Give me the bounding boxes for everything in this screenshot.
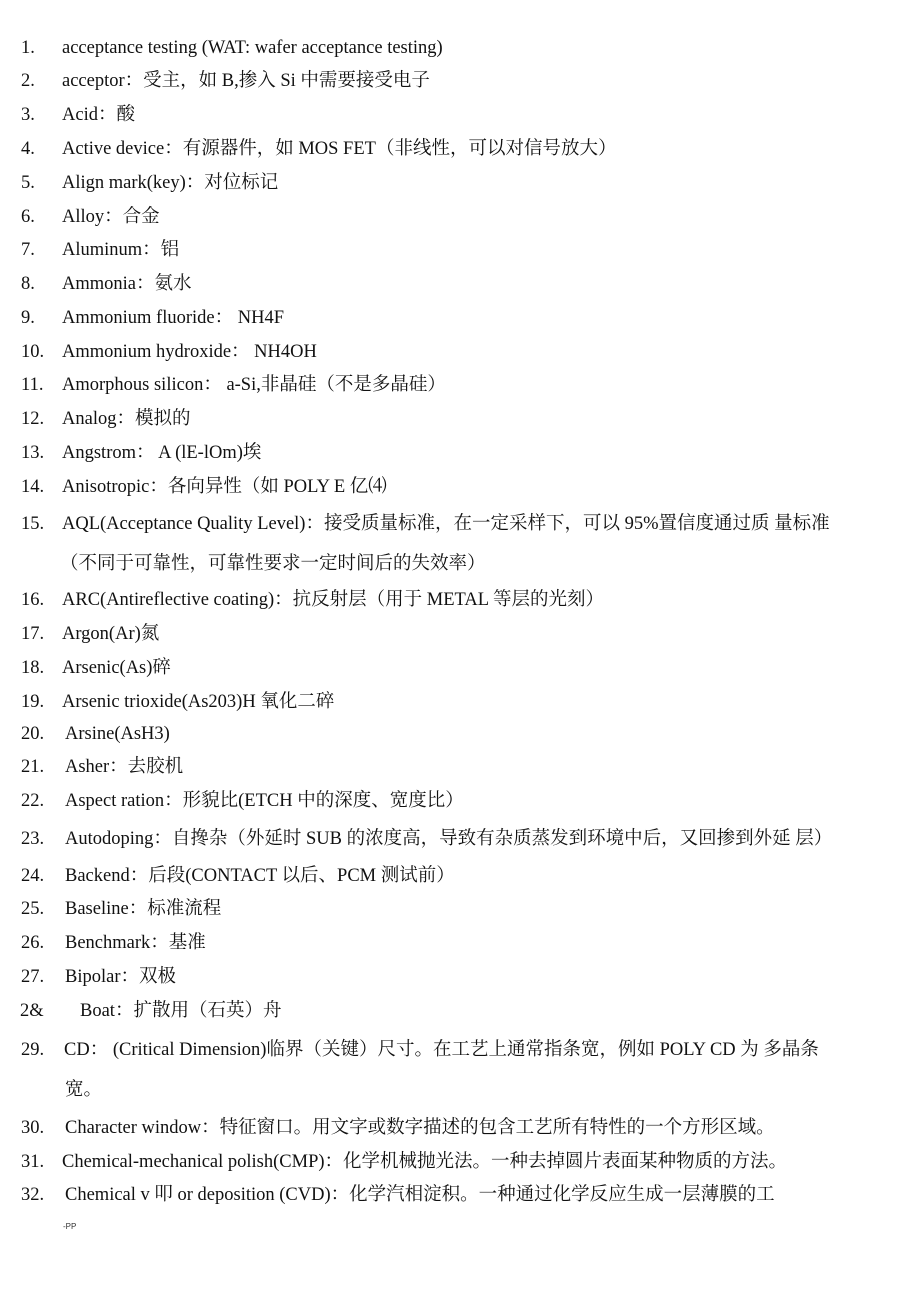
glossary-entry — [0, 306, 915, 330]
entry-text: acceptance testing (WAT: wafer acceptance testing) — [62, 38, 443, 58]
entry-number: 16. — [21, 590, 45, 610]
glossary-entry — [0, 1150, 915, 1174]
entry-text: Aluminum：铝 — [62, 240, 180, 260]
glossary-entry — [0, 897, 915, 921]
entry-number: 11. — [21, 375, 44, 395]
entry-text: Arsine(AsH3) — [65, 724, 170, 744]
entry-number: 2& — [20, 1001, 44, 1021]
entry-text: Acid：酸 — [62, 105, 135, 125]
entry-text: Argon(Ar)氮 — [62, 624, 160, 644]
glossary-entry — [0, 69, 915, 93]
entry-text: Aspect ration：形貌比(ETCH 中的深度、宽度比） — [65, 791, 464, 811]
glossary-entry — [0, 441, 915, 465]
entry-text: Angstrom： A (lE-lOm)埃 — [62, 443, 262, 463]
entry-number: 32. — [21, 1185, 45, 1205]
entry-text: Ammonium hydroxide： NH4OH — [62, 342, 317, 362]
entry-number: 14. — [21, 477, 45, 497]
entry-number: 9. — [21, 308, 35, 328]
glossary-entry — [0, 789, 915, 813]
entry-number: 22. — [21, 791, 45, 811]
entry-number: 21. — [21, 757, 45, 777]
glossary-entry — [0, 1183, 915, 1207]
glossary-entry — [0, 755, 915, 779]
glossary-entry — [0, 36, 915, 60]
glossary-entry — [0, 171, 915, 195]
glossary-entry — [0, 238, 915, 262]
entry-text: Character window：特征窗口。用文字或数字描述的包含工艺所有特性的一个方形区域。 — [65, 1118, 775, 1138]
entry-number: 26. — [21, 933, 45, 953]
glossary-entry — [0, 103, 915, 127]
glossary-entry — [0, 931, 915, 955]
glossary-entry — [0, 407, 915, 431]
glossary-entry — [0, 1116, 915, 1140]
entry-number: 5. — [21, 173, 35, 193]
entry-number: 7. — [21, 240, 35, 260]
glossary-entry — [0, 137, 915, 161]
glossary-entry — [0, 827, 915, 851]
entry-number: 4. — [21, 139, 35, 159]
entry-text: Asher：去胶机 — [65, 757, 184, 777]
entry-number: 1. — [21, 38, 35, 58]
glossary-entry — [0, 1038, 915, 1102]
entry-text: Benchmark：基准 — [65, 933, 206, 953]
glossary-entry — [0, 340, 915, 364]
entry-text: Amorphous silicon： a-Si,非晶硅（不是多晶硅） — [62, 375, 446, 395]
entry-number: 18. — [21, 658, 45, 678]
entry-number: 3. — [21, 105, 35, 125]
entry-text: Analog：模拟的 — [62, 409, 191, 429]
entry-number: 24. — [21, 866, 45, 886]
entry-text: acceptor：受主，如 B,掺入 Si 中需要接受电子 — [62, 71, 430, 91]
glossary-entry — [0, 272, 915, 296]
entry-text: Boat：扩散用（石英）舟 — [80, 1001, 282, 1021]
glossary-entry — [0, 588, 915, 612]
entry-text: Backend：后段(CONTACT 以后、PCM 测试前） — [65, 866, 455, 886]
glossary-entry — [0, 512, 915, 576]
entry-number: 27. — [21, 967, 45, 987]
entry-number: 25. — [21, 899, 45, 919]
entry-number: 29. — [21, 1040, 45, 1060]
entry-continuation: 宽。 — [65, 1080, 103, 1100]
glossary-entry — [0, 690, 915, 714]
entry-number: 30. — [21, 1118, 45, 1138]
entry-text: AQL(Acceptance Quality Level)：接受质量标准，在一定采样下，可以 95%置信度通过质 量标准 — [62, 514, 830, 534]
entry-continuation: （不同于可靠性，可靠性要求一定时间后的失效率） — [60, 554, 486, 574]
entry-text: Ammonium fluoride： NH4F — [62, 308, 284, 328]
glossary-entry — [0, 965, 915, 989]
footer-mark: -PP — [63, 1222, 77, 1231]
entry-text: CD： (Critical Dimension)临界（关键）尺寸。在工艺上通常指条宽，例如 POLY CD 为 多晶条 — [64, 1040, 819, 1060]
entry-number: 2. — [21, 71, 35, 91]
entry-text: Chemical-mechanical polish(CMP)：化学机械抛光法。一种去掉圆片表面某种物质的方法。 — [62, 1152, 788, 1172]
entry-text: Active device：有源器件，如 MOS FET（非线性，可以对信号放大） — [62, 139, 617, 159]
entry-number: 12. — [21, 409, 45, 429]
entry-number: 15. — [21, 514, 45, 534]
entry-number: 10. — [21, 342, 45, 362]
glossary-entry — [0, 656, 915, 680]
glossary-entry — [0, 864, 915, 888]
entry-text: Arsenic(As)碎 — [62, 658, 171, 678]
glossary-entry — [0, 722, 915, 746]
entry-text: Autodoping：自搀杂（外延时 SUB 的浓度高，导致有杂质蒸发到环境中后，又回掺到外延 层） — [65, 829, 833, 849]
entry-number: 17. — [21, 624, 45, 644]
entry-text: Chemical v 叩 or deposition (CVD)：化学汽相淀积。一种通过化学反应生成一层薄膜的工 — [65, 1185, 775, 1205]
entry-text: Bipolar：双极 — [65, 967, 176, 987]
glossary-entry — [0, 622, 915, 646]
entry-text: ARC(Antireflective coating)：抗反射层（用于 METAL 等层的光刻） — [62, 590, 604, 610]
entry-text: Align mark(key)：对位标记 — [62, 173, 279, 193]
entry-number: 31. — [21, 1152, 45, 1172]
entry-text: Arsenic trioxide(As203)H 氧化二碎 — [62, 692, 335, 712]
entry-number: 20. — [21, 724, 45, 744]
entry-text: Baseline：标准流程 — [65, 899, 222, 919]
glossary-entry — [0, 373, 915, 397]
entry-number: 23. — [21, 829, 45, 849]
entry-number: 6. — [21, 207, 35, 227]
entry-text: Anisotropic：各向异性（如 POLY E 亿⑷ — [62, 477, 387, 497]
entry-number: 13. — [21, 443, 45, 463]
entry-number: 19. — [21, 692, 45, 712]
entry-text: Ammonia：氨水 — [62, 274, 192, 294]
glossary-entry — [0, 999, 915, 1023]
entry-text: Alloy：合金 — [62, 207, 160, 227]
glossary-entry — [0, 205, 915, 229]
glossary-entry — [0, 475, 915, 499]
entry-number: 8. — [21, 274, 35, 294]
